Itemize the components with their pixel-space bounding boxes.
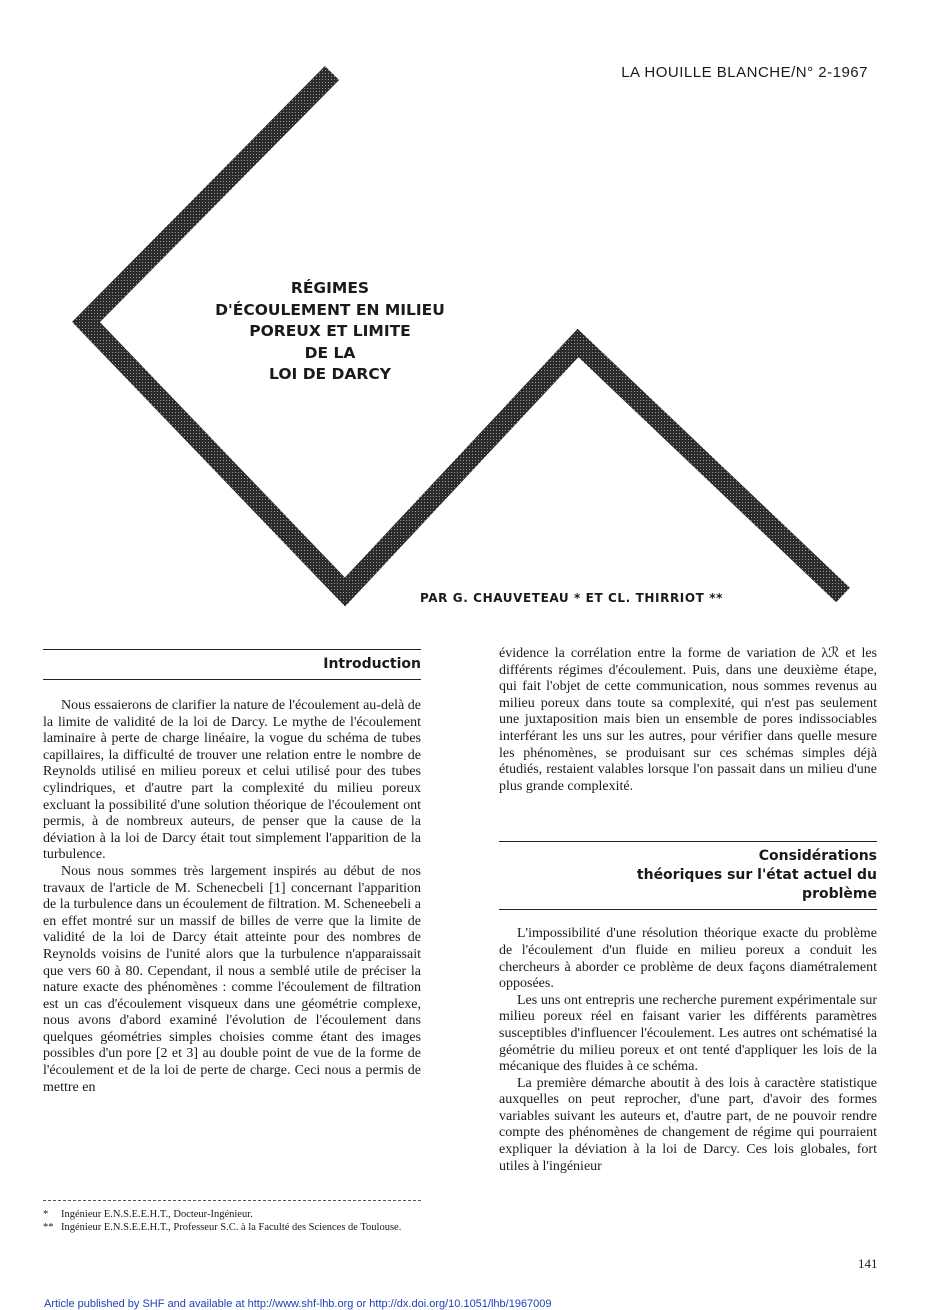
title-line: POREUX ET LIMITE bbox=[249, 322, 411, 340]
paragraph: Les uns ont entrepris une recherche purement expérimentale sur milieu poreux réel en faisant varier les différents paramètres susceptibles d'influencer l'écoulement. Les autres ont schématisé la géométrie du milieu poreux et ont tenté d'appliquer les lois de la mécanique des fluides à ce schéma. bbox=[499, 992, 877, 1075]
footnote-mark: * bbox=[43, 1209, 49, 1220]
paragraph: L'impossibilité d'une résolution théorique exacte du problème de l'écoulement d'un fluide en milieu poreux a conduit les chercheurs à aborder ce problème de deux façons diamétralement opposées. bbox=[499, 926, 877, 992]
footnote-text: Ingénieur E.N.S.E.E.H.T., Professeur S.C. à la Faculté des Sciences de Toulouse. bbox=[61, 1221, 402, 1233]
left-column bbox=[43, 649, 421, 1096]
source-link[interactable]: Article published by SHF and available at http://www.shf-lhb.org or http://dx.doi.org/10.1051/lhb/1967009 bbox=[44, 1298, 552, 1310]
paragraph-continuation: évidence la corrélation entre la forme de variation de λℛ et les différents régimes d'écoulement. Puis, dans une deuxième étape, qui fait l'objet de cette communication, nous sommes revenus au milieu poreux dans toute sa complexité, qui n'est pas seulement une juxtaposition mais bien un ensemble de pores indissociables interférant les uns sur les autres, pour vérifier dans quelle mesure les phénomènes, se produisant sur ces schémas simples déjà étudiés, restaient valables lorsque l'on passait dans un milieu d'une plus grande complexité. bbox=[499, 646, 877, 794]
section-heading-introduction: Introduction bbox=[43, 649, 421, 680]
title-line: LOI DE DARCY bbox=[269, 365, 391, 383]
heading-line: théoriques sur l'état actuel du bbox=[636, 867, 877, 884]
title-line: RÉGIMES bbox=[290, 279, 370, 297]
heading-line: problème bbox=[802, 886, 877, 903]
footnote-mark: ** bbox=[43, 1221, 54, 1233]
journal-header: LA HOUILLE BLANCHE/N° 2-1967 bbox=[621, 64, 868, 81]
paragraph: La première démarche aboutit à des lois à caractère statistique auxquelles on peut reprocher, d'une part, d'avoir des formes variables suivant les auteurs et, d'autre part, de ne pouvoir rendre compte des phénomènes de changement de régime qui pourraient expliquer la déviation à la loi de Darcy. Ces lois globales, fort utiles à l'ingénieur bbox=[499, 1075, 877, 1174]
footnote-text: Ingénieur E.N.S.E.E.H.T., Docteur-Ingénieur. bbox=[61, 1209, 253, 1220]
title-line: DE LA bbox=[304, 343, 356, 362]
right-column bbox=[499, 646, 877, 1175]
paragraph: Nous essaierons de clarifier la nature de l'écoulement au-delà de la limite de validité de la loi de Darcy. Le mythe de l'écoulement laminaire à perte de charge linéaire, la vogue du schéma de tubes capillaires, la difficulté de trouver une relation entre le nombre de Reynolds utilisé en milieu poreux et celui utilisé pour des tubes cylindriques, et d'autre part la complexité du milieu poreux excluant la possibilité d'une solution théorique de l'écoulement ont permis, à de nombreux auteurs, de penser que la cause de la déviation à la loi de Darcy était tout simplement l'apparition de la turbulence. bbox=[43, 698, 421, 863]
section-heading-considerations bbox=[499, 841, 877, 910]
title-line: D'ÉCOULEMENT EN MILIEU bbox=[215, 300, 445, 319]
page-number: 141 bbox=[858, 1256, 878, 1271]
footnote bbox=[43, 1222, 421, 1235]
footnotes bbox=[43, 1200, 421, 1234]
authors-line: PAR G. CHAUVETEAU * ET CL. THIRRIOT ** bbox=[420, 591, 723, 605]
article-title bbox=[180, 278, 480, 386]
heading-line: Considérations bbox=[758, 848, 877, 865]
footnote bbox=[43, 1209, 421, 1222]
paragraph: Nous nous sommes très largement inspirés au début de nos travaux de l'article de M. Schenecbeli [1] concernant l'apparition de la turbulence dans un écoulement de filtration. M. Scheneebeli a en effet montré sur un massif de billes de verre que la limite de validité de la loi de Darcy était atteinte pour des nombres de Reynolds voisins de l'unité alors que la turbulence n'apparaissait que vers 60 à 80. Cependant, il nous a semblé utile de préciser la nature exacte des phénomènes : comme l'écoulement de filtration est un cas d'écoulement visqueux dans une géométrie complexe, nous avons d'abord examiné l'évolution de l'écoulement dans quelques géométries simples choisies comme étant des images possibles d'un pore [2 et 3] au double point de vue de la forme de l'écoulement et de la loi de perte de charge. Ceci nous a permis de mettre en bbox=[43, 863, 421, 1095]
